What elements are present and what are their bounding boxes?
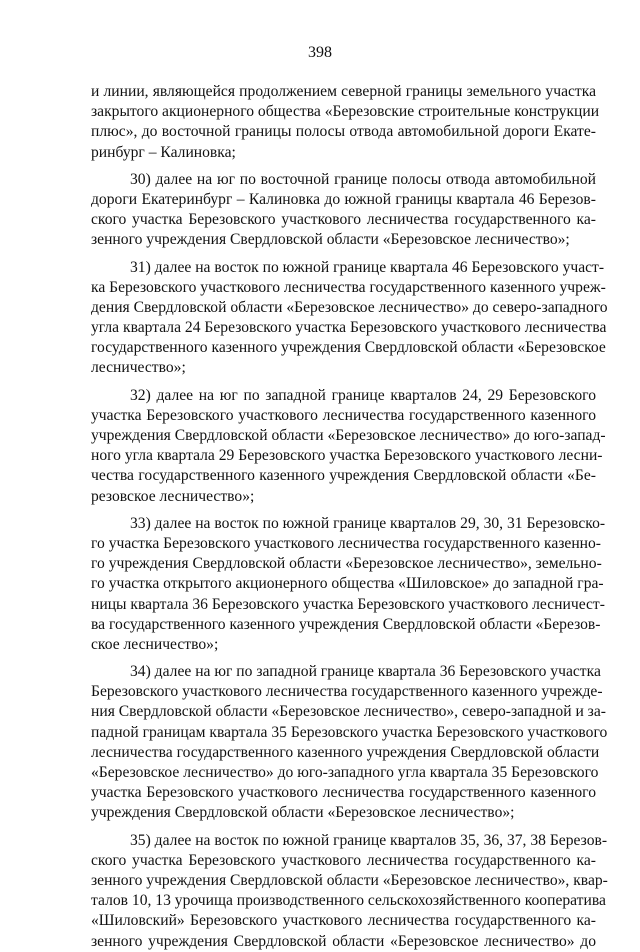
text-line: чества государственного казенного учреждения Свердловской области «Бе- bbox=[91, 467, 596, 485]
paragraph bbox=[91, 258, 608, 379]
text-line: ного угла квартала 29 Березовского участка Березовского участкового лесни- bbox=[91, 447, 603, 465]
text-line: плюс», до восточной границы полосы отвода автомобильной дороги Екате- bbox=[91, 123, 596, 141]
paragraph-gap bbox=[91, 251, 596, 258]
text-line: 33) далее на восток по южной границе кварталов 29, 30, 31 Березовско- bbox=[130, 514, 606, 532]
document-body bbox=[91, 82, 608, 952]
paragraph bbox=[91, 386, 606, 507]
text-line: государственного казенного учреждения Свердловской области «Березовское bbox=[91, 339, 606, 357]
text-line: ского участка Березовского участкового лесничества государственного ка- bbox=[91, 211, 596, 229]
text-line: талов 10, 13 урочища производственного сельскохозяйственного кооператива bbox=[91, 892, 606, 910]
paragraph bbox=[91, 831, 608, 952]
text-line: участка Березовского участкового лесничества государственного казенного bbox=[91, 784, 596, 802]
text-line: учреждения Свердловской области «Березовское лесничество» до юго-запад- bbox=[91, 427, 606, 444]
paragraph bbox=[91, 170, 596, 251]
text-line: ва государственного казенного учреждения Свердловской области «Березов- bbox=[91, 615, 601, 633]
text-line: 34) далее на юг по западной границе квартала 36 Березовского участка bbox=[130, 663, 601, 681]
text-line: го учреждения Свердловской области «Березовское лесничество», земельно- bbox=[91, 555, 602, 573]
text-line: угла квартала 24 Березовского участка Березовского участкового лесничества bbox=[91, 319, 607, 337]
text-line: Березовского участкового лесничества государственного казенного учрежде- bbox=[91, 683, 603, 701]
text-line: дороги Екатеринбург – Калиновка до южной границы квартала 46 Березов- bbox=[91, 190, 596, 208]
page-number: 398 bbox=[308, 44, 332, 61]
text-line: го участка Березовского участкового лесничества государственного казенно- bbox=[91, 534, 602, 552]
paragraph bbox=[91, 514, 606, 655]
text-line: закрытого акционерного общества «Березовские строительные конструкции bbox=[91, 103, 600, 121]
text-line: ское лесничество»; bbox=[91, 635, 219, 653]
text-line: участка Березовского участкового лесничества государственного казенного bbox=[91, 406, 596, 424]
text-line: и линии, являющейся продолжением северной границы земельного участка bbox=[91, 83, 596, 100]
text-line: 32) далее на юг по западной границе кварталов 24, 29 Березовского bbox=[130, 386, 596, 404]
paragraph-gap bbox=[91, 824, 596, 831]
text-line: лесничество»; bbox=[91, 359, 186, 377]
text-line: «Березовское лесничество» до юго-западного угла квартала 35 Березовского bbox=[91, 764, 599, 781]
paragraph bbox=[91, 82, 600, 163]
text-line: 31) далее на восток по южной границе квартала 46 Березовского участ- bbox=[130, 258, 605, 276]
text-line: 35) далее на восток по южной границе кварталов 35, 36, 37, 38 Березов- bbox=[130, 831, 608, 849]
text-line: го участка открытого акционерного общества «Шиловское» до западной гра- bbox=[91, 575, 604, 593]
text-line: лесничества государственного казенного учреждения Свердловской области bbox=[91, 743, 600, 761]
text-line: «Шиловский» Березовского участкового лесничества государственного ка- bbox=[91, 912, 596, 930]
paragraph bbox=[91, 662, 608, 824]
text-line: зенного учреждения Свердловской области «Березовское лесничество» до bbox=[91, 932, 596, 950]
text-line: 30) далее на юг по восточной границе полосы отвода автомобильной bbox=[130, 170, 596, 188]
text-line: резовское лесничество»; bbox=[91, 487, 255, 505]
text-line: ринбург – Калиновка; bbox=[91, 143, 236, 161]
text-line: ницы квартала 36 Березовского участка Березовского участкового лесничест- bbox=[91, 595, 605, 613]
text-line: дения Свердловской области «Березовское лесничество» до северо-западного bbox=[91, 298, 608, 316]
text-line: зенного учреждения Свердловской области «Березовское лесничество»; bbox=[91, 231, 570, 249]
paragraph-gap bbox=[91, 655, 596, 662]
text-line: падной границам квартала 35 Березовского участка Березовского участкового bbox=[91, 723, 608, 741]
text-line: ния Свердловской области «Березовское лесничество», северо-западной и за- bbox=[91, 703, 606, 721]
paragraph-gap bbox=[91, 379, 596, 386]
text-line: ского участка Березовского участкового лесничества государственного ка- bbox=[91, 851, 596, 869]
text-line: учреждения Свердловской области «Березовское лесничество»; bbox=[91, 804, 515, 822]
paragraph-gap bbox=[91, 507, 596, 514]
paragraph-gap bbox=[91, 163, 596, 170]
text-line: ка Березовского участкового лесничества государственного казенного учреж- bbox=[91, 278, 606, 296]
text-line: зенного учреждения Свердловской области «Березовское лесничество», квар- bbox=[91, 871, 608, 889]
